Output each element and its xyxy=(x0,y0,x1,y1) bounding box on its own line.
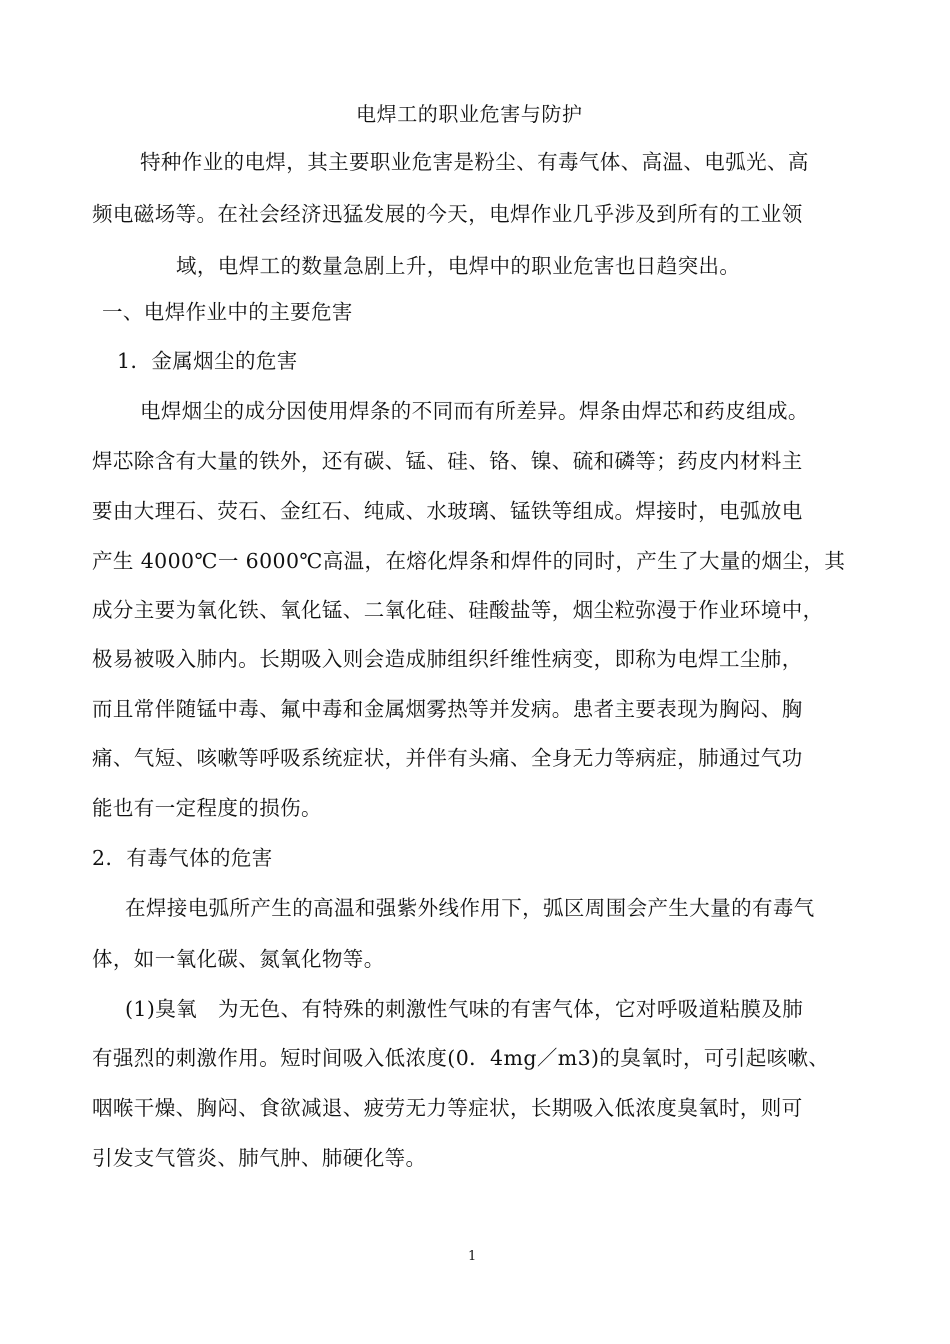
paragraph-line: 能也有一定程度的损伤。 xyxy=(92,796,322,820)
paragraph-line: 有强烈的刺激作用。短时间吸入低浓度(0．4mg／m3)的臭氧时，可引起咳嗽、 xyxy=(92,1046,830,1070)
section-heading: 一、电焊作业中的主要危害 xyxy=(102,300,353,324)
paragraph-line: 咽喉干燥、胸闷、食欲减退、疲劳无力等症状，长期吸入低浓度臭氧时，则可 xyxy=(92,1096,803,1120)
intro-line: 域，电焊工的数量急剧上升，电焊中的职业危害也日趋突出。 xyxy=(176,254,741,278)
paragraph-line: 在焊接电弧所产生的高温和强紫外线作用下，弧区周围会产生大量的有毒气 xyxy=(125,896,815,920)
document-title: 电焊工的职业危害与防护 xyxy=(356,102,583,126)
paragraph-line: 要由大理石、荧石、金红石、纯咸、水玻璃、锰铁等组成。焊接时，电弧放电 xyxy=(92,499,803,523)
paragraph-line: 成分主要为氧化铁、氧化锰、二氧化硅、硅酸盐等，烟尘粒弥漫于作业环境中， xyxy=(92,598,824,622)
paragraph-line: 极易被吸入肺内。长期吸入则会造成肺组织纤维性病变，即称为电焊工尘肺， xyxy=(92,647,803,671)
paragraph-line: 焊芯除含有大量的铁外，还有碳、锰、硅、铬、镍、硫和磷等；药皮内材料主 xyxy=(92,449,803,473)
subsection-heading: 2．有毒气体的危害 xyxy=(92,846,273,870)
intro-line: 频电磁场等。在社会经济迅猛发展的今天，电焊作业几乎涉及到所有的工业领 xyxy=(92,202,803,226)
paragraph-line: 体，如一氧化碳、氮氧化物等。 xyxy=(92,947,385,971)
paragraph-line: 痛、气短、咳嗽等呼吸系统症状，并伴有头痛、全身无力等病症，肺通过气功 xyxy=(92,746,803,770)
paragraph-line: 而且常伴随锰中毒、氟中毒和金属烟雾热等并发病。患者主要表现为胸闷、胸 xyxy=(92,697,803,721)
paragraph-line: 产生 4000℃一 6000℃高温，在熔化焊条和焊件的同时，产生了大量的烟尘，其 xyxy=(92,549,846,573)
paragraph-line: 电焊烟尘的成分因使用焊条的不同而有所差异。焊条由焊芯和药皮组成。 xyxy=(140,399,809,423)
paragraph-line: 引发支气管炎、肺气肿、肺硬化等。 xyxy=(92,1146,427,1170)
subsection-heading: 1．金属烟尘的危害 xyxy=(117,349,298,373)
intro-line: 特种作业的电焊，其主要职业危害是粉尘、有毒气体、高温、电弧光、高 xyxy=(140,150,809,174)
paragraph-line: (1)臭氧 为无色、有特殊的刺激性气味的有害气体，它对呼吸道粘膜及肺 xyxy=(125,997,804,1021)
page-number: 1 xyxy=(468,1249,477,1264)
